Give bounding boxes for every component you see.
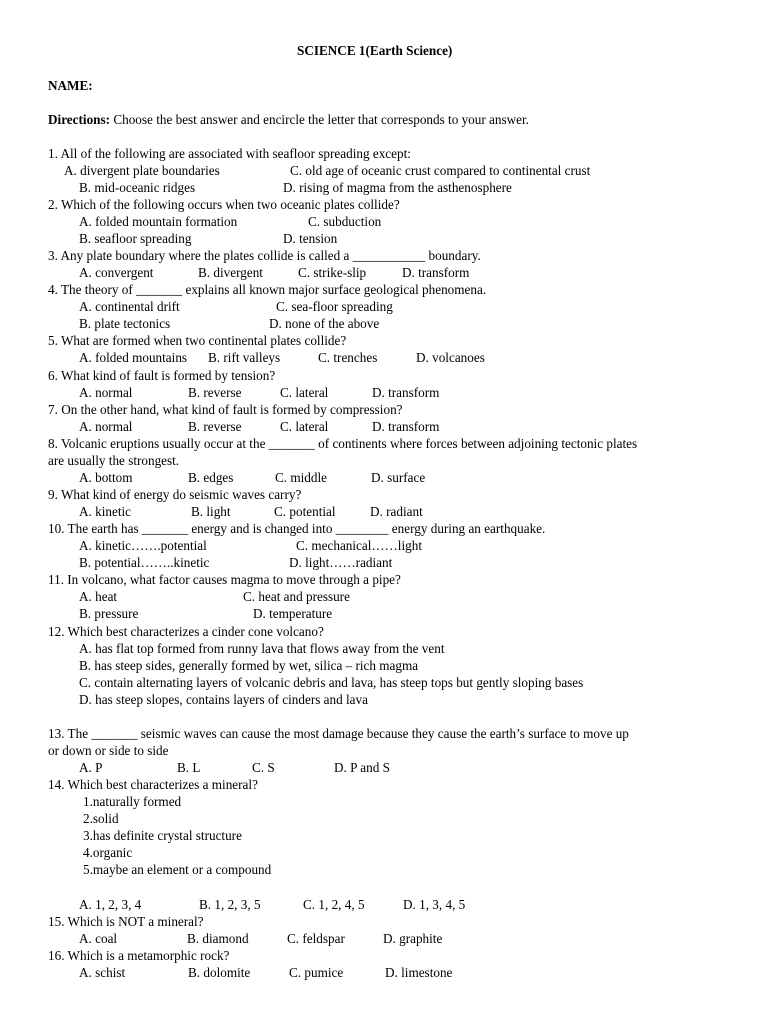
choice-3b[interactable]: B. divergent <box>198 265 263 280</box>
name-label: NAME: <box>48 78 93 93</box>
question-3: 3. Any plate boundary where the plates collide is called a ___________ boundary. <box>48 248 481 263</box>
question-8: 8. Volcanic eruptions usually occur at the _______ of continents where forces between adjoining tectonic plates <box>48 436 638 451</box>
choice-4b[interactable]: B. plate tectonics <box>79 316 171 331</box>
choice-5a[interactable]: A. folded mountains <box>79 350 188 365</box>
choice-5d[interactable]: D. volcanoes <box>416 350 485 365</box>
list-item: 2.solid <box>83 811 119 826</box>
choice-1b[interactable]: B. mid-oceanic ridges <box>79 180 196 195</box>
choice-12a[interactable]: A. has flat top formed from runny lava that flows away from the vent <box>79 641 445 656</box>
question-15: 15. Which is NOT a mineral? <box>48 914 204 929</box>
question-13-cont: or down or side to side <box>48 743 169 758</box>
list-item: 3.has definite crystal structure <box>83 828 242 843</box>
choice-8c[interactable]: C. middle <box>275 470 328 485</box>
directions-text: Choose the best answer and encircle the letter that corresponds to your answer. <box>110 112 529 127</box>
choice-8a[interactable]: A. bottom <box>79 470 133 485</box>
question-9: 9. What kind of energy do seismic waves carry? <box>48 487 302 502</box>
choice-10c[interactable]: C. mechanical……light <box>296 538 422 553</box>
list-item: 5.maybe an element or a compound <box>83 862 272 877</box>
choice-11a[interactable]: A. heat <box>79 589 118 604</box>
question-12: 12. Which best characterizes a cinder cone volcano? <box>48 624 324 639</box>
choice-1d[interactable]: D. rising of magma from the asthenosphere <box>283 180 512 195</box>
choice-11b[interactable]: B. pressure <box>79 606 139 621</box>
question-7: 7. On the other hand, what kind of fault is formed by compression? <box>48 402 403 417</box>
choice-7b[interactable]: B. reverse <box>188 419 242 434</box>
choice-14b[interactable]: B. 1, 2, 3, 5 <box>199 897 261 912</box>
choice-10d[interactable]: D. light……radiant <box>289 555 393 570</box>
choice-5c[interactable]: C. trenches <box>318 350 378 365</box>
choice-3c[interactable]: C. strike-slip <box>298 265 367 280</box>
choice-9d[interactable]: D. radiant <box>370 504 423 519</box>
question-5: 5. What are formed when two continental plates collide? <box>48 333 347 348</box>
choice-16d[interactable]: D. limestone <box>385 965 453 980</box>
choice-6b[interactable]: B. reverse <box>188 385 242 400</box>
choice-12d[interactable]: D. has steep slopes, contains layers of cinders and lava <box>79 692 368 707</box>
choice-15d[interactable]: D. graphite <box>383 931 443 946</box>
choice-6a[interactable]: A. normal <box>79 385 133 400</box>
choice-8b[interactable]: B. edges <box>188 470 234 485</box>
choice-10a[interactable]: A. kinetic…….potential <box>79 538 207 553</box>
list-item: 1.naturally formed <box>83 794 182 809</box>
question-8-cont: are usually the strongest. <box>48 453 180 468</box>
choice-6c[interactable]: C. lateral <box>280 385 329 400</box>
choice-16c[interactable]: C. pumice <box>289 965 344 980</box>
question-11: 11. In volcano, what factor causes magma to move through a pipe? <box>48 572 401 587</box>
choice-13d[interactable]: D. P and S <box>334 760 390 775</box>
question-4: 4. The theory of _______ explains all known major surface geological phenomena. <box>48 282 487 297</box>
choice-10b[interactable]: B. potential……..kinetic <box>79 555 210 570</box>
choice-9a[interactable]: A. kinetic <box>79 504 132 519</box>
choice-2b[interactable]: B. seafloor spreading <box>79 231 192 246</box>
question-16: 16. Which is a metamorphic rock? <box>48 948 230 963</box>
choice-2c[interactable]: C. subduction <box>308 214 382 229</box>
choice-2d[interactable]: D. tension <box>283 231 338 246</box>
choice-14a[interactable]: A. 1, 2, 3, 4 <box>79 897 142 912</box>
choice-7c[interactable]: C. lateral <box>280 419 329 434</box>
choice-12c[interactable]: C. contain alternating layers of volcanic debris and lava, has steep tops but gently sloping bases <box>79 675 584 690</box>
choice-11d[interactable]: D. temperature <box>253 606 333 621</box>
worksheet-title: SCIENCE 1(Earth Science) <box>297 43 453 58</box>
choice-9c[interactable]: C. potential <box>274 504 336 519</box>
choice-4c[interactable]: C. sea-floor spreading <box>276 299 393 314</box>
choice-3d[interactable]: D. transform <box>402 265 470 280</box>
choice-7d[interactable]: D. transform <box>372 419 440 434</box>
choice-1c[interactable]: C. old age of oceanic crust compared to continental crust <box>290 163 591 178</box>
choice-5b[interactable]: B. rift valleys <box>208 350 281 365</box>
choice-15c[interactable]: C. feldspar <box>287 931 345 946</box>
choice-12b[interactable]: B. has steep sides, generally formed by wet, silica – rich magma <box>79 658 419 673</box>
choice-13a[interactable]: A. P <box>79 760 103 775</box>
choice-11c[interactable]: C. heat and pressure <box>243 589 350 604</box>
choice-14d[interactable]: D. 1, 3, 4, 5 <box>403 897 466 912</box>
question-14: 14. Which best characterizes a mineral? <box>48 777 258 792</box>
choice-1a[interactable]: A. divergent plate boundaries <box>64 163 220 178</box>
question-1: 1. All of the following are associated with seafloor spreading except: <box>48 146 411 161</box>
choice-2a[interactable]: A. folded mountain formation <box>79 214 238 229</box>
list-item: 4.organic <box>83 845 133 860</box>
choice-15b[interactable]: B. diamond <box>187 931 249 946</box>
choice-15a[interactable]: A. coal <box>79 931 118 946</box>
choice-3a[interactable]: A. convergent <box>79 265 154 280</box>
choice-16b[interactable]: B. dolomite <box>188 965 251 980</box>
choice-7a[interactable]: A. normal <box>79 419 133 434</box>
choice-4d[interactable]: D. none of the above <box>269 316 380 331</box>
choice-14c[interactable]: C. 1, 2, 4, 5 <box>303 897 365 912</box>
question-2: 2. Which of the following occurs when two oceanic plates collide? <box>48 197 400 212</box>
choice-6d[interactable]: D. transform <box>372 385 440 400</box>
question-10: 10. The earth has _______ energy and is changed into ________ energy during an earthquake. <box>48 521 546 536</box>
question-6: 6. What kind of fault is formed by tension? <box>48 368 276 383</box>
choice-4a[interactable]: A. continental drift <box>79 299 180 314</box>
choice-9b[interactable]: B. light <box>191 504 231 519</box>
question-13: 13. The _______ seismic waves can cause the most damage because they cause the earth’s surface to move up <box>48 726 629 741</box>
choice-13c[interactable]: C. S <box>252 760 275 775</box>
choice-8d[interactable]: D. surface <box>371 470 426 485</box>
choice-13b[interactable]: B. L <box>177 760 201 775</box>
directions-label: Directions: <box>48 112 111 127</box>
choice-16a[interactable]: A. schist <box>79 965 126 980</box>
directions <box>48 111 529 128</box>
